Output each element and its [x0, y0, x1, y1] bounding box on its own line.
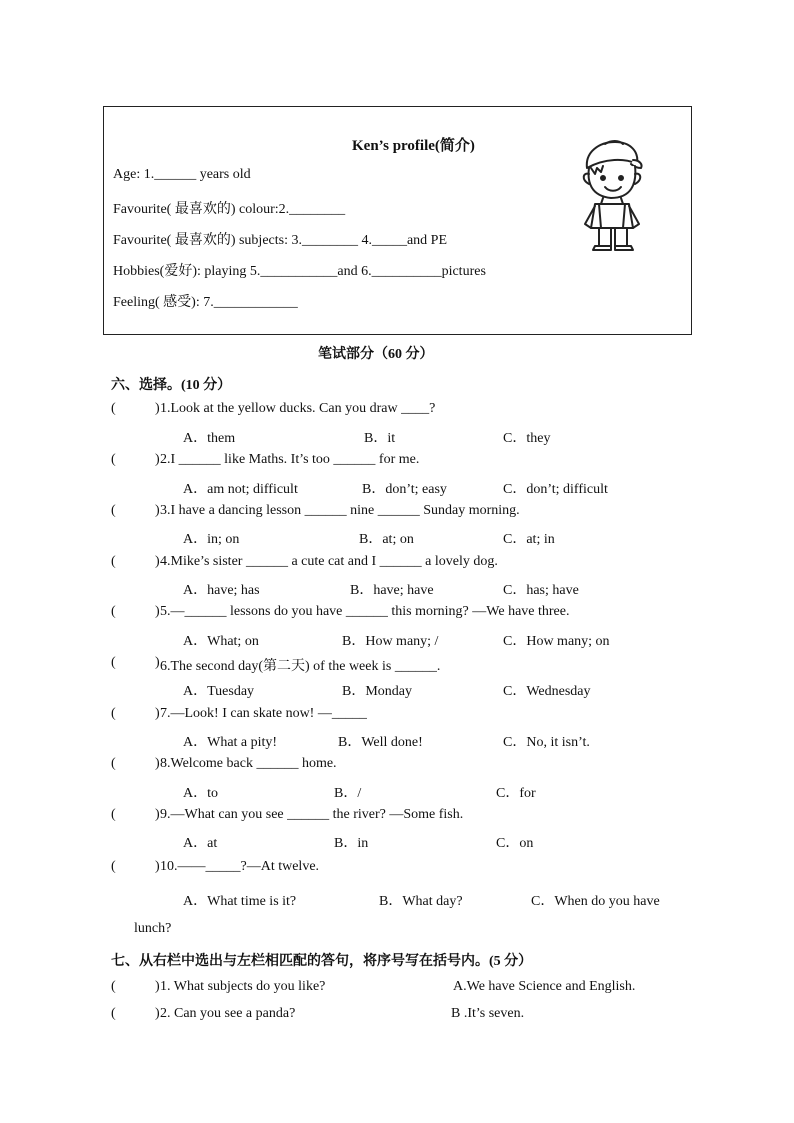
answer-paren-close: ) — [155, 1006, 160, 1021]
option-a: A．Tuesday — [183, 684, 255, 699]
profile-age-line: Age: 1.______ years old — [113, 167, 251, 182]
option-c-continuation: lunch? — [134, 921, 172, 936]
option-c: C．No, it isn’t. — [503, 735, 590, 750]
boy-avatar-illustration — [575, 138, 651, 254]
answer-paren-close: ) — [155, 452, 160, 467]
option-a: A．them — [183, 431, 236, 446]
question-stem: 5.—______ lessons do you have ______ this morning? —We have three. — [160, 604, 570, 619]
option-a: A．What a pity! — [183, 735, 278, 750]
question-stem: 3.I have a dancing lesson ______ nine ______ Sunday morning. — [160, 503, 520, 518]
option-a: A．to — [183, 786, 218, 801]
option-a: A．What time is it? — [183, 894, 297, 909]
match-right-item: B .It’s seven. — [451, 1006, 525, 1021]
written-part-title: 笔试部分（60 分） — [318, 347, 434, 362]
answer-paren-open[interactable]: ( — [111, 1006, 116, 1021]
match-left-item: 2. Can you see a panda? — [160, 1006, 296, 1021]
option-b: B．at; on — [359, 532, 414, 547]
answer-paren-close: ) — [155, 706, 160, 721]
profile-hobbies-line: Hobbies(爱好): playing 5.___________and 6.__________pictures — [113, 264, 486, 279]
option-b: B．What day? — [379, 894, 463, 909]
option-a: A．in; on — [183, 532, 240, 547]
section6-heading: 六、选择。(10 分） — [111, 378, 232, 393]
answer-paren-close: ) — [155, 503, 160, 518]
question-stem: 4.Mike’s sister ______ a cute cat and I ______ a lovely dog. — [160, 554, 498, 569]
option-a: A．at — [183, 836, 218, 851]
answer-paren-open[interactable]: ( — [111, 554, 116, 569]
match-left-item: 1. What subjects do you like? — [160, 979, 326, 994]
option-b: B．it — [364, 431, 396, 446]
answer-paren-close: ) — [155, 604, 160, 619]
option-c: C．has; have — [503, 583, 579, 598]
profile-title: Ken’s profile(简介) — [352, 138, 475, 154]
option-c: C．for — [496, 786, 536, 801]
option-c: C．How many; on — [503, 634, 610, 649]
answer-paren-open[interactable]: ( — [111, 503, 116, 518]
section7-heading: 七、从右栏中选出与左栏相匹配的答句，将序号写在括号内。(5 分） — [111, 954, 533, 969]
question-stem: 9.—What can you see ______ the river? —Some fish. — [160, 807, 464, 822]
option-b: B．don’t; easy — [362, 482, 447, 497]
question-stem: 6.The second day(第二天) of the week is ______. — [160, 659, 441, 674]
option-a: A．have; has — [183, 583, 260, 598]
answer-paren-close: ) — [155, 554, 160, 569]
profile-colour-line: Favourite( 最喜欢的) colour:2.________ — [113, 202, 346, 217]
option-b: B．/ — [334, 786, 362, 801]
answer-paren-close: ) — [155, 807, 160, 822]
question-stem: 8.Welcome back ______ home. — [160, 756, 337, 771]
answer-paren-close: ) — [155, 756, 160, 771]
answer-paren-open[interactable]: ( — [111, 452, 116, 467]
option-c: C．at; in — [503, 532, 555, 547]
profile-feeling-line: Feeling( 感受): 7.____________ — [113, 295, 298, 310]
answer-paren-open[interactable]: ( — [111, 979, 116, 994]
option-c: C．on — [496, 836, 534, 851]
question-stem: 7.—Look! I can skate now! —_____ — [160, 706, 367, 721]
option-c: C．they — [503, 431, 551, 446]
option-a: A．am not; difficult — [183, 482, 298, 497]
option-b: B．Well done! — [338, 735, 423, 750]
option-c: C．Wednesday — [503, 684, 591, 699]
answer-paren-open[interactable]: ( — [111, 604, 116, 619]
option-b: B．have; have — [350, 583, 434, 598]
answer-paren-close: ) — [155, 655, 160, 670]
option-b: B．Monday — [342, 684, 412, 699]
option-b: B．in — [334, 836, 369, 851]
answer-paren-close: ) — [155, 859, 160, 874]
option-a: A．What; on — [183, 634, 259, 649]
answer-paren-open[interactable]: ( — [111, 807, 116, 822]
answer-paren-open[interactable]: ( — [111, 859, 116, 874]
option-b: B．How many; / — [342, 634, 439, 649]
match-right-item: A.We have Science and English. — [453, 979, 636, 994]
profile-subjects-line: Favourite( 最喜欢的) subjects: 3.________ 4._____and PE — [113, 233, 448, 248]
answer-paren-close: ) — [155, 401, 160, 416]
answer-paren-open[interactable]: ( — [111, 756, 116, 771]
question-stem: 1.Look at the yellow ducks. Can you draw ____? — [160, 401, 436, 416]
option-c: C．don’t; difficult — [503, 482, 608, 497]
answer-paren-open[interactable]: ( — [111, 655, 116, 670]
answer-paren-close: ) — [155, 979, 160, 994]
answer-paren-open[interactable]: ( — [111, 706, 116, 721]
question-stem: 10.——_____?—At twelve. — [160, 859, 320, 874]
question-stem: 2.I ______ like Maths. It’s too ______ for me. — [160, 452, 420, 467]
answer-paren-open[interactable]: ( — [111, 401, 116, 416]
option-c: C．When do you have — [531, 894, 660, 909]
